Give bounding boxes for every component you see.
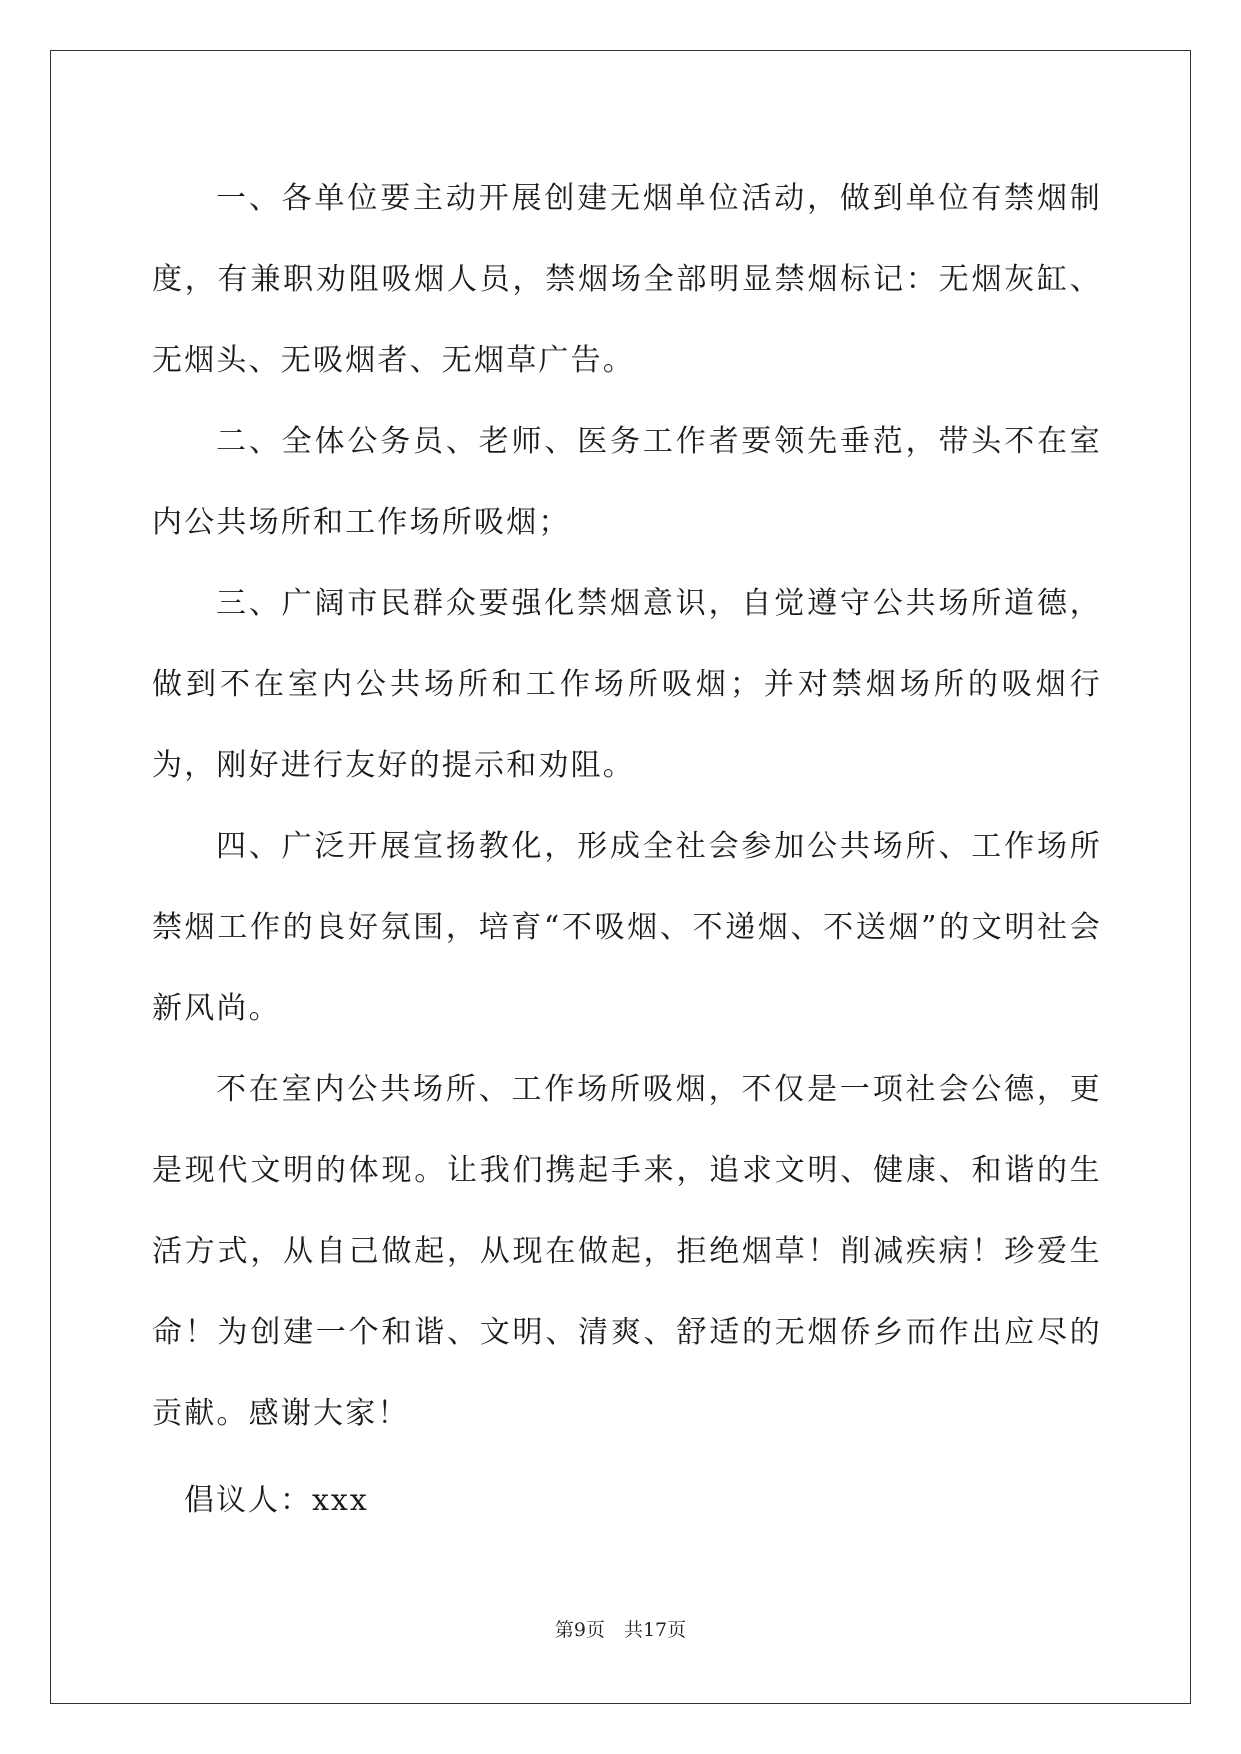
page-number-footer: 第9页 共17页 bbox=[554, 1619, 687, 1641]
paragraph-item-3: 三、广阔市民群众要强化禁烟意识，自觉遵守公共场所道德，做到不在室内公共场所和工作场所吸烟；并对禁烟场所的吸烟行为，刚好进行友好的提示和劝阻。 bbox=[152, 586, 1102, 783]
document-body bbox=[152, 158, 1102, 1454]
paragraph-item-1: 一、各单位要主动开展创建无烟单位活动，做到单位有禁烟制度，有兼职劝阻吸烟人员，禁烟场全部明显禁烟标记：无烟灰缸、无烟头、无吸烟者、无烟草广告。 bbox=[152, 181, 1102, 378]
paragraph-item-5: 不在室内公共场所、工作场所吸烟，不仅是一项社会公德，更是现代文明的体现。让我们携起手来，追求文明、健康、和谐的生活方式，从自己做起，从现在做起，拒绝烟草！削减疾病！珍爱生命！为创建一个和谐、文明、清爽、舒适的无烟侨乡而作出应尽的贡献。感谢大家！ bbox=[152, 1072, 1102, 1431]
paragraph-item-2: 二、全体公务员、老师、医务工作者要领先垂范，带头不在室内公共场所和工作场所吸烟； bbox=[152, 424, 1102, 540]
paragraph-item-4: 四、广泛开展宣扬教化，形成全社会参加公共场所、工作场所禁烟工作的良好氛围，培育“不吸烟、不递烟、不送烟”的文明社会新风尚。 bbox=[152, 829, 1102, 1026]
signer-line: 倡议人：xxx bbox=[184, 1483, 369, 1518]
